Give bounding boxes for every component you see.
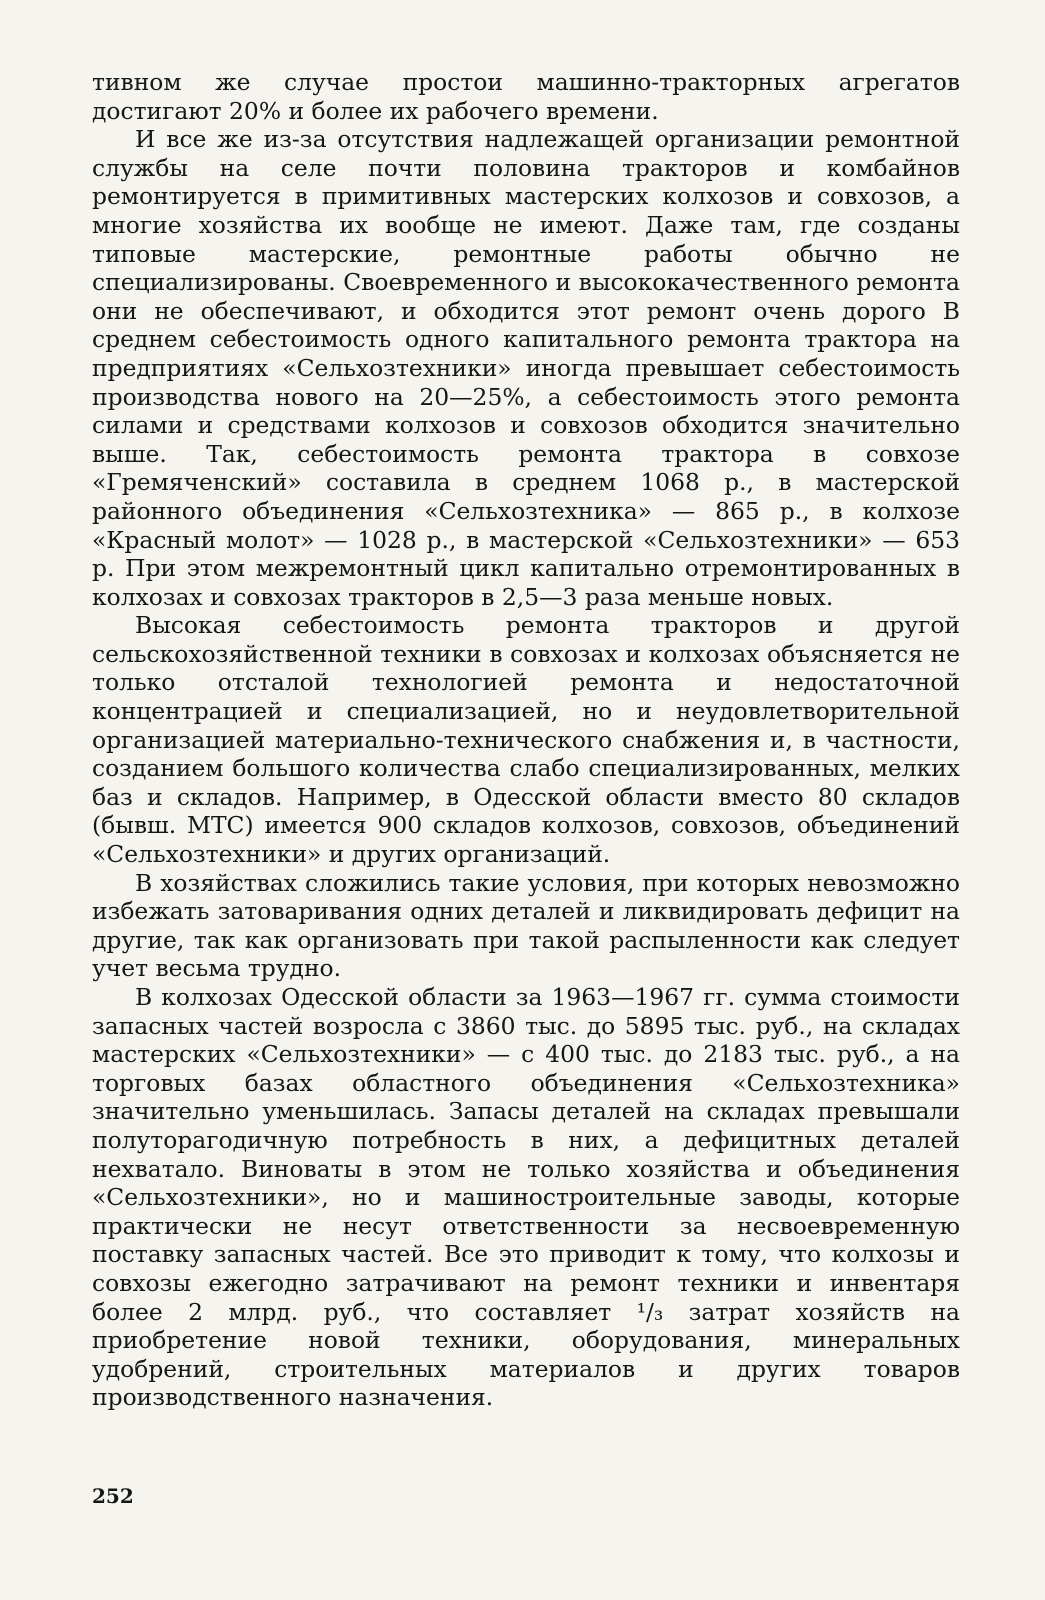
paragraph-4: В хозяйствах сложились такие условия, при которых невозможно избежать затоваривания одних деталей и ликвидировать дефицит на другие, так как организовать при такой распыленности как следует учет весьма трудно. [92,868,960,983]
paragraph-3: Высокая себестоимость ремонта тракторов и другой сельскохозяйственной техники в совхозах и колхозах объясняется не только отсталой технологией ремонта и недостаточной концентрацией и специализацией, но и неудовлетворительной организацией материально-технического снабжения и, в частности, созданием большого количества слабо специализированных, мелких баз и складов. Например, в Одесской области вместо 80 складов (бывш. МТС) имеется 900 складов колхозов, совхозов, объединений «Сельхозтехники» и других организаций. [92,611,960,869]
page-text [92,68,960,1508]
paragraph-2: И все же из-за отсутствия надлежащей организации ремонтной службы на селе почти половина тракторов и комбайнов ремонтируется в примитивных мастерских колхозов и совхозов, а многие хозяйства их вообще не имеют. Даже там, где созданы типовые мастерские, ремонтные работы обычно не специализированы. Своевременного и высококачественного ремонта они не обеспечивают, и обходится этот ремонт очень дорого В среднем себестоимость одного капитального ремонта трактора на предприятиях «Сельхозтехники» иногда превышает себестоимость производства нового на 20—25%, а себестоимость этого ремонта силами и средствами колхозов и совхозов обходится значительно выше. Так, себестоимость ремонта трактора в совхозе «Гремяченский» составила в среднем 1068 р., в мастерской районного объединения «Сельхозтехника» — 865 р., в колхозе «Красный молот» — 1028 р., в мастерской «Сельхозтехники» — 653 р. При этом межремонтный цикл капитально отремонтированных в колхозах и совхозах тракторов в 2,5—3 раза меньше новых. [92,125,960,611]
paragraph-5: В колхозах Одесской области за 1963—1967 гг. сумма стоимости запасных частей возросла с 3860 тыс. до 5895 тыс. руб., на складах мастерских «Сельхозтехники» — с 400 тыс. до 2183 тыс. руб., а на торговых базах областного объединения «Сельхозтехника» значительно уменьшилась. Запасы деталей на складах превышали полуторагодичную потребность в них, а дефицитных деталей нехватало. Виноваты в этом не только хозяйства и объединения «Сельхозтехники», но и машиностроительные заводы, которые практически не несут ответственности за несвоевременную поставку запасных частей. Все это приводит к тому, что колхозы и совхозы ежегодно затрачивают на ремонт техники и инвентаря более 2 млрд. руб., что составляет ¹/₃ затрат хозяйств на приобретение новой техники, оборудования, минеральных удобрений, строительных материалов и других товаров производственного назначения. [92,983,960,1412]
page-number: 252 [92,1484,134,1508]
paragraph-1: тивном же случае простои машинно-тракторных агрегатов достигают 20% и более их рабочего времени. [92,68,960,125]
